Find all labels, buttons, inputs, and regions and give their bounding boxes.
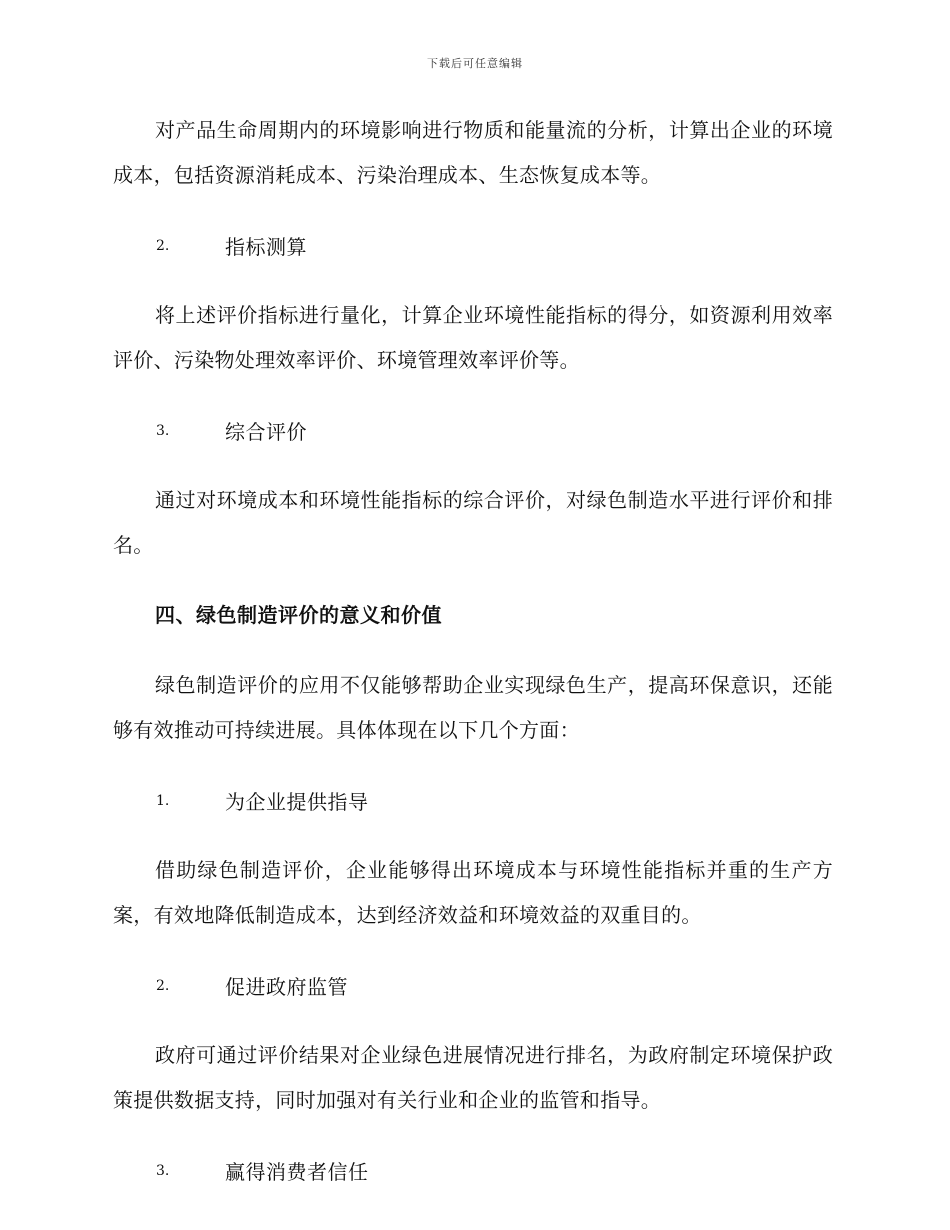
list-item-label: 促进政府监管 [225, 975, 348, 999]
page-header: 下载后可任意编辑 [427, 57, 523, 70]
list-item-number: 2. [156, 237, 170, 254]
list-item-label: 指标测算 [225, 235, 307, 259]
list-item-number: 3. [156, 422, 170, 439]
list-item-comprehensive-evaluation [113, 408, 833, 453]
paragraph-environmental-cost: 对产品生命周期内的环境影响进行物质和能量流的分析，计算出企业的环境成本，包括资源消耗成本、污染治理成本、生态恢复成本等。 [113, 118, 833, 187]
list-item-number: 2. [156, 977, 170, 994]
section-heading: 四、绿色制造评价的意义和价值 [155, 603, 442, 627]
list-item-government-supervision [113, 963, 833, 1008]
list-item-guidance [113, 778, 833, 823]
document-body [113, 108, 833, 1218]
paragraph-guidance: 借助绿色制造评价，企业能够得出环境成本与环境性能指标并重的生产方案，有效地降低制造成本，达到经济效益和环境效益的双重目的。 [113, 858, 833, 927]
list-item-label: 赢得消费者信任 [225, 1160, 369, 1184]
paragraph-government-supervision: 政府可通过评价结果对企业绿色进展情况进行排名，为政府制定环境保护政策提供数据支持，同时加强对有关行业和企业的监管和指导。 [113, 1043, 833, 1112]
list-item-number: 1. [156, 792, 170, 809]
list-item-indicator-calculation [113, 223, 833, 268]
list-item-label: 为企业提供指导 [225, 790, 369, 814]
paragraph-comprehensive-evaluation: 通过对环境成本和环境性能指标的综合评价，对绿色制造水平进行评价和排名。 [113, 488, 833, 557]
paragraph-indicator-quantification: 将上述评价指标进行量化，计算企业环境性能指标的得分，如资源利用效率评价、污染物处理效率评价、环境管理效率评价等。 [113, 303, 833, 372]
paragraph-significance-intro: 绿色制造评价的应用不仅能够帮助企业实现绿色生产，提高环保意识，还能够有效推动可持续进展。具体体现在以下几个方面： [113, 673, 833, 742]
list-item-number: 3. [156, 1162, 170, 1179]
list-item-consumer-trust [113, 1148, 833, 1193]
list-item-label: 综合评价 [225, 420, 307, 444]
